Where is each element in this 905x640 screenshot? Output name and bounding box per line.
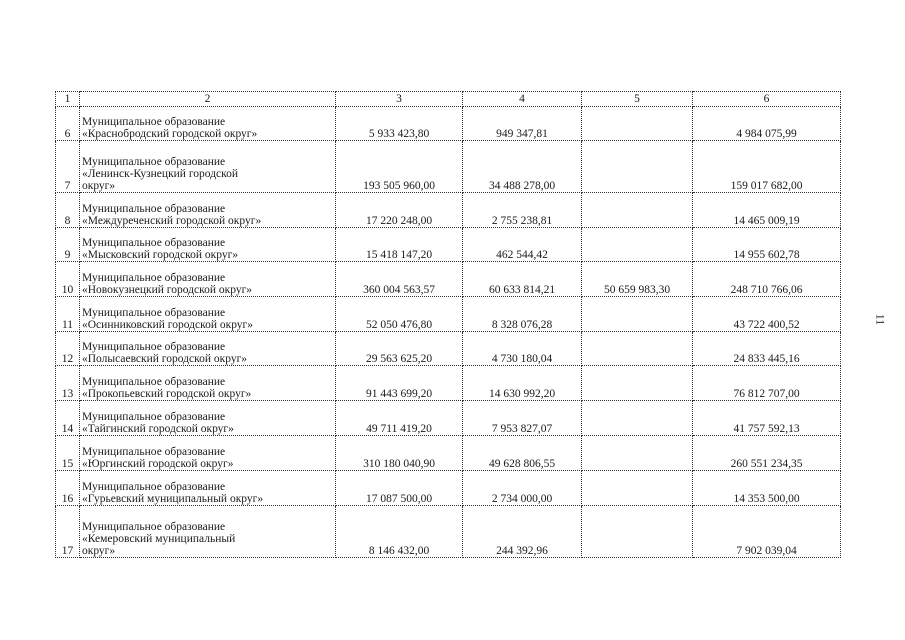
amount-cell-c5 [582,401,693,436]
amount-cell-c6: 14 465 009,19 [693,193,841,228]
municipality-name [80,436,336,471]
row-number: 12 [56,332,80,366]
municipality-name [80,107,336,141]
amount-cell-c5 [582,141,693,193]
municipality-name-line: Муниципальное образование [82,307,226,319]
row-number: 15 [56,436,80,471]
row-number: 17 [56,506,80,558]
municipality-name-line: «Юргинский городской округ» [82,458,234,470]
municipality-name [80,193,336,228]
amount-cell-c4: 4 730 180,04 [463,332,582,366]
municipality-name [80,401,336,436]
municipality-name-line: «Кемеровский муниципальный [82,533,236,545]
row-number: 9 [56,228,80,262]
page-number: 11 [873,313,888,326]
municipality-name [80,366,336,401]
table-body [56,107,841,558]
municipality-name-line: Муниципальное образование [82,446,226,458]
municipality-name-line: «Гурьевский муниципальный округ» [82,493,264,505]
amount-cell-c6: 76 812 707,00 [693,366,841,401]
column-header: 1 [56,92,80,107]
amount-cell-c4: 244 392,96 [463,506,582,558]
amount-cell-c6: 260 551 234,35 [693,436,841,471]
municipality-name-line: «Новокузнецкий городской округ» [82,284,253,296]
municipality-name-line: округ» [82,545,116,557]
amount-cell-c5 [582,332,693,366]
municipality-name-line: Муниципальное образование [82,481,226,493]
budget-table [55,91,841,558]
row-number: 11 [56,297,80,332]
row-number: 13 [56,366,80,401]
municipality-name-line: Муниципальное образование [82,376,226,388]
municipality-name-line: Муниципальное образование [82,521,226,533]
row-number: 8 [56,193,80,228]
amount-cell-c5 [582,366,693,401]
amount-cell-c3: 17 220 248,00 [336,193,463,228]
amount-cell-c4: 8 328 076,28 [463,297,582,332]
amount-cell-c3: 29 563 625,20 [336,332,463,366]
amount-cell-c3: 52 050 476,80 [336,297,463,332]
municipality-name-line: Муниципальное образование [82,341,226,353]
row-number: 6 [56,107,80,141]
municipality-name [80,262,336,297]
amount-cell-c3: 17 087 500,00 [336,471,463,506]
amount-cell-c5 [582,506,693,558]
amount-cell-c3: 5 933 423,80 [336,107,463,141]
municipality-name [80,297,336,332]
municipality-name [80,141,336,193]
amount-cell-c3: 49 711 419,20 [336,401,463,436]
municipality-name-line: Муниципальное образование [82,411,226,423]
municipality-name-line: «Осинниковский городской округ» [82,319,254,331]
table-row [56,366,841,401]
amount-cell-c6: 14 955 602,78 [693,228,841,262]
municipality-name-line: «Мысковский городской округ» [82,249,239,261]
amount-cell-c4: 949 347,81 [463,107,582,141]
amount-cell-c4: 462 544,42 [463,228,582,262]
amount-cell-c4: 2 734 000,00 [463,471,582,506]
amount-cell-c6: 4 984 075,99 [693,107,841,141]
amount-cell-c5 [582,436,693,471]
municipality-name-line: Муниципальное образование [82,116,226,128]
amount-cell-c5 [582,193,693,228]
column-header: 4 [463,92,582,107]
municipality-name [80,332,336,366]
municipality-name-line: Муниципальное образование [82,156,226,168]
municipality-name-line: Муниципальное образование [82,203,226,215]
column-header: 6 [693,92,841,107]
table-row [56,506,841,558]
row-number: 16 [56,471,80,506]
column-header: 5 [582,92,693,107]
municipality-name [80,506,336,558]
table-row [56,401,841,436]
amount-cell-c6: 159 017 682,00 [693,141,841,193]
amount-cell-c6: 14 353 500,00 [693,471,841,506]
amount-cell-c6: 7 902 039,04 [693,506,841,558]
table-row [56,471,841,506]
table-row [56,107,841,141]
amount-cell-c4: 60 633 814,21 [463,262,582,297]
row-number: 10 [56,262,80,297]
amount-cell-c5 [582,228,693,262]
amount-cell-c3: 8 146 432,00 [336,506,463,558]
amount-cell-c5: 50 659 983,30 [582,262,693,297]
table-row [56,228,841,262]
column-header: 2 [80,92,336,107]
table-row [56,436,841,471]
amount-cell-c3: 310 180 040,90 [336,436,463,471]
municipality-name-line: «Прокопьевский городской округ» [82,388,252,400]
amount-cell-c6: 248 710 766,06 [693,262,841,297]
amount-cell-c3: 15 418 147,20 [336,228,463,262]
amount-cell-c5 [582,471,693,506]
municipality-name [80,228,336,262]
amount-cell-c3: 193 505 960,00 [336,141,463,193]
table-row [56,262,841,297]
amount-cell-c4: 49 628 806,55 [463,436,582,471]
amount-cell-c3: 360 004 563,57 [336,262,463,297]
amount-cell-c6: 43 722 400,52 [693,297,841,332]
amount-cell-c3: 91 443 699,20 [336,366,463,401]
municipality-name-line: Муниципальное образование [82,272,226,284]
amount-cell-c6: 41 757 592,13 [693,401,841,436]
municipality-name [80,471,336,506]
municipality-name-line: «Краснобродский городской округ» [82,128,258,140]
table-row [56,193,841,228]
amount-cell-c4: 34 488 278,00 [463,141,582,193]
municipality-name-line: «Тайгинский городской округ» [82,423,234,435]
amount-cell-c6: 24 833 445,16 [693,332,841,366]
amount-cell-c5 [582,297,693,332]
municipality-name-line: «Полысаевский городской округ» [82,353,248,365]
municipality-name-line: Муниципальное образование [82,237,226,249]
column-header: 3 [336,92,463,107]
table-row [56,141,841,193]
municipality-name-line: округ» [82,180,116,192]
municipality-name-line: «Ленинск-Кузнецкий городской [82,168,239,180]
amount-cell-c4: 14 630 992,20 [463,366,582,401]
amount-cell-c4: 2 755 238,81 [463,193,582,228]
table-row [56,297,841,332]
row-number: 7 [56,141,80,193]
municipality-name-line: «Междуреченский городской округ» [82,215,262,227]
row-number: 14 [56,401,80,436]
amount-cell-c5 [582,107,693,141]
table-header-row [56,92,841,107]
table-row [56,332,841,366]
amount-cell-c4: 7 953 827,07 [463,401,582,436]
